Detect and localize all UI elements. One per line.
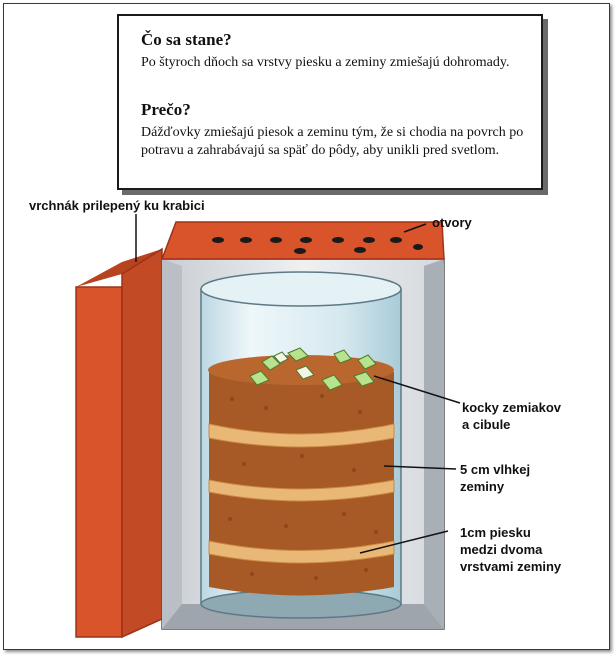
question-heading: Čo sa stane? bbox=[141, 30, 232, 49]
box-lid bbox=[76, 249, 162, 637]
soil-label-line2: zeminy bbox=[460, 479, 505, 494]
cubes-label-line2: a cibule bbox=[462, 417, 511, 432]
question-text: Po štyroch dňoch sa vrstvy piesku a zeminy zmiešajú dohromady. bbox=[141, 55, 510, 70]
figure-frame bbox=[3, 3, 610, 650]
cubes-label-line1: kocky zemiakov bbox=[462, 400, 562, 415]
sand-label-line1: 1cm piesku bbox=[460, 525, 531, 540]
lid-label: vrchnák prilepený ku krabici bbox=[29, 198, 205, 213]
soil-layers bbox=[208, 355, 394, 596]
sand-label-line2: medzi dvoma bbox=[460, 542, 543, 557]
reason-heading: Prečo? bbox=[141, 100, 191, 119]
sand-label-line3: vrstvami zeminy bbox=[460, 559, 562, 574]
soil-label-line1: 5 cm vlhkej bbox=[460, 462, 531, 477]
reason-text: Dážďovky zmiešajú piesok a zeminu tým, že si chodia na povrch po potravu a zahrabávajú sa späť do pôdy, aby unikli pred svetlom. bbox=[141, 125, 524, 158]
holes-label: otvory bbox=[432, 215, 472, 230]
